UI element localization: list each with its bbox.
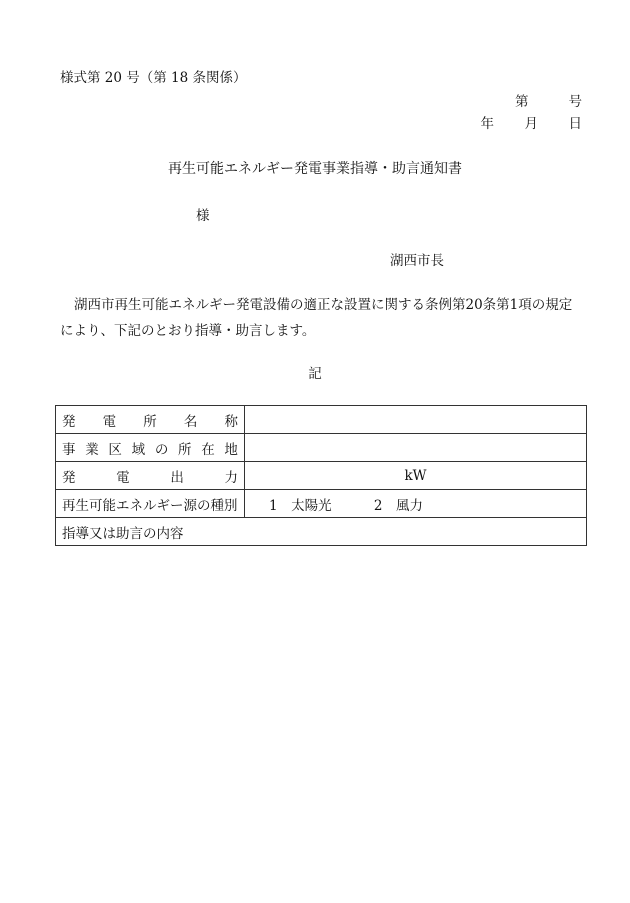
label-char: 域 [131, 441, 146, 458]
form-number: 様式第 20 号（第 18 条関係） [60, 70, 247, 86]
label-char: 発 [62, 469, 76, 486]
row-label-business-location [56, 434, 245, 462]
label-char: 区 [108, 441, 122, 458]
label-char: 事 [62, 441, 76, 458]
table-row [56, 518, 587, 546]
label-char: 力 [224, 469, 238, 486]
label-char: 電 [116, 469, 130, 486]
table-row [56, 462, 587, 490]
date-day: 日 [568, 116, 582, 132]
table-row [56, 406, 587, 434]
issuer: 湖西市長 [390, 253, 444, 269]
label-char: 地 [224, 441, 238, 458]
document-date [450, 112, 582, 132]
detail-table [55, 405, 587, 546]
label-char: 名 [183, 413, 198, 430]
guidance-content-field[interactable] [56, 518, 587, 546]
label-char: 電 [102, 413, 117, 430]
number-dai: 第 [515, 94, 529, 110]
label-char: の [154, 441, 169, 458]
label-char: 所 [143, 413, 157, 430]
label-char: 在 [201, 441, 215, 458]
label-char: 発 [62, 413, 76, 430]
business-location-value[interactable] [245, 434, 587, 462]
label-char: 称 [224, 413, 238, 430]
power-station-name-value[interactable] [245, 406, 587, 434]
ki-label: 記 [308, 366, 322, 382]
addressee: 様 [196, 208, 210, 224]
label-char: 出 [170, 469, 184, 486]
row-label-energy-type: 再生可能エネルギー源の種別 [56, 490, 245, 518]
table-row [56, 490, 587, 518]
option-wind[interactable]: 2 風力 [373, 497, 423, 514]
row-label-power-output [56, 462, 245, 490]
number-go: 号 [568, 94, 582, 110]
guidance-content-label: 指導又は助言の内容 [62, 525, 184, 542]
power-output-value[interactable]: kW [245, 462, 587, 490]
date-year: 年 [480, 116, 494, 132]
date-month: 月 [524, 116, 538, 132]
body-text: 湖西市再生可能エネルギー発電設備の適正な設置に関する条例第20条第1項の規定により、下記のとおり指導・助言します。 [60, 297, 573, 339]
table-row [56, 434, 587, 462]
document-number [515, 90, 582, 110]
option-solar[interactable]: 1 太陽光 [269, 497, 332, 514]
energy-type-options [245, 490, 587, 518]
label-char: 業 [85, 441, 99, 458]
row-label-power-station-name [56, 406, 245, 434]
document-title: 再生可能エネルギー発電事業指導・助言通知書 [168, 161, 462, 177]
label-char: 所 [178, 441, 192, 458]
